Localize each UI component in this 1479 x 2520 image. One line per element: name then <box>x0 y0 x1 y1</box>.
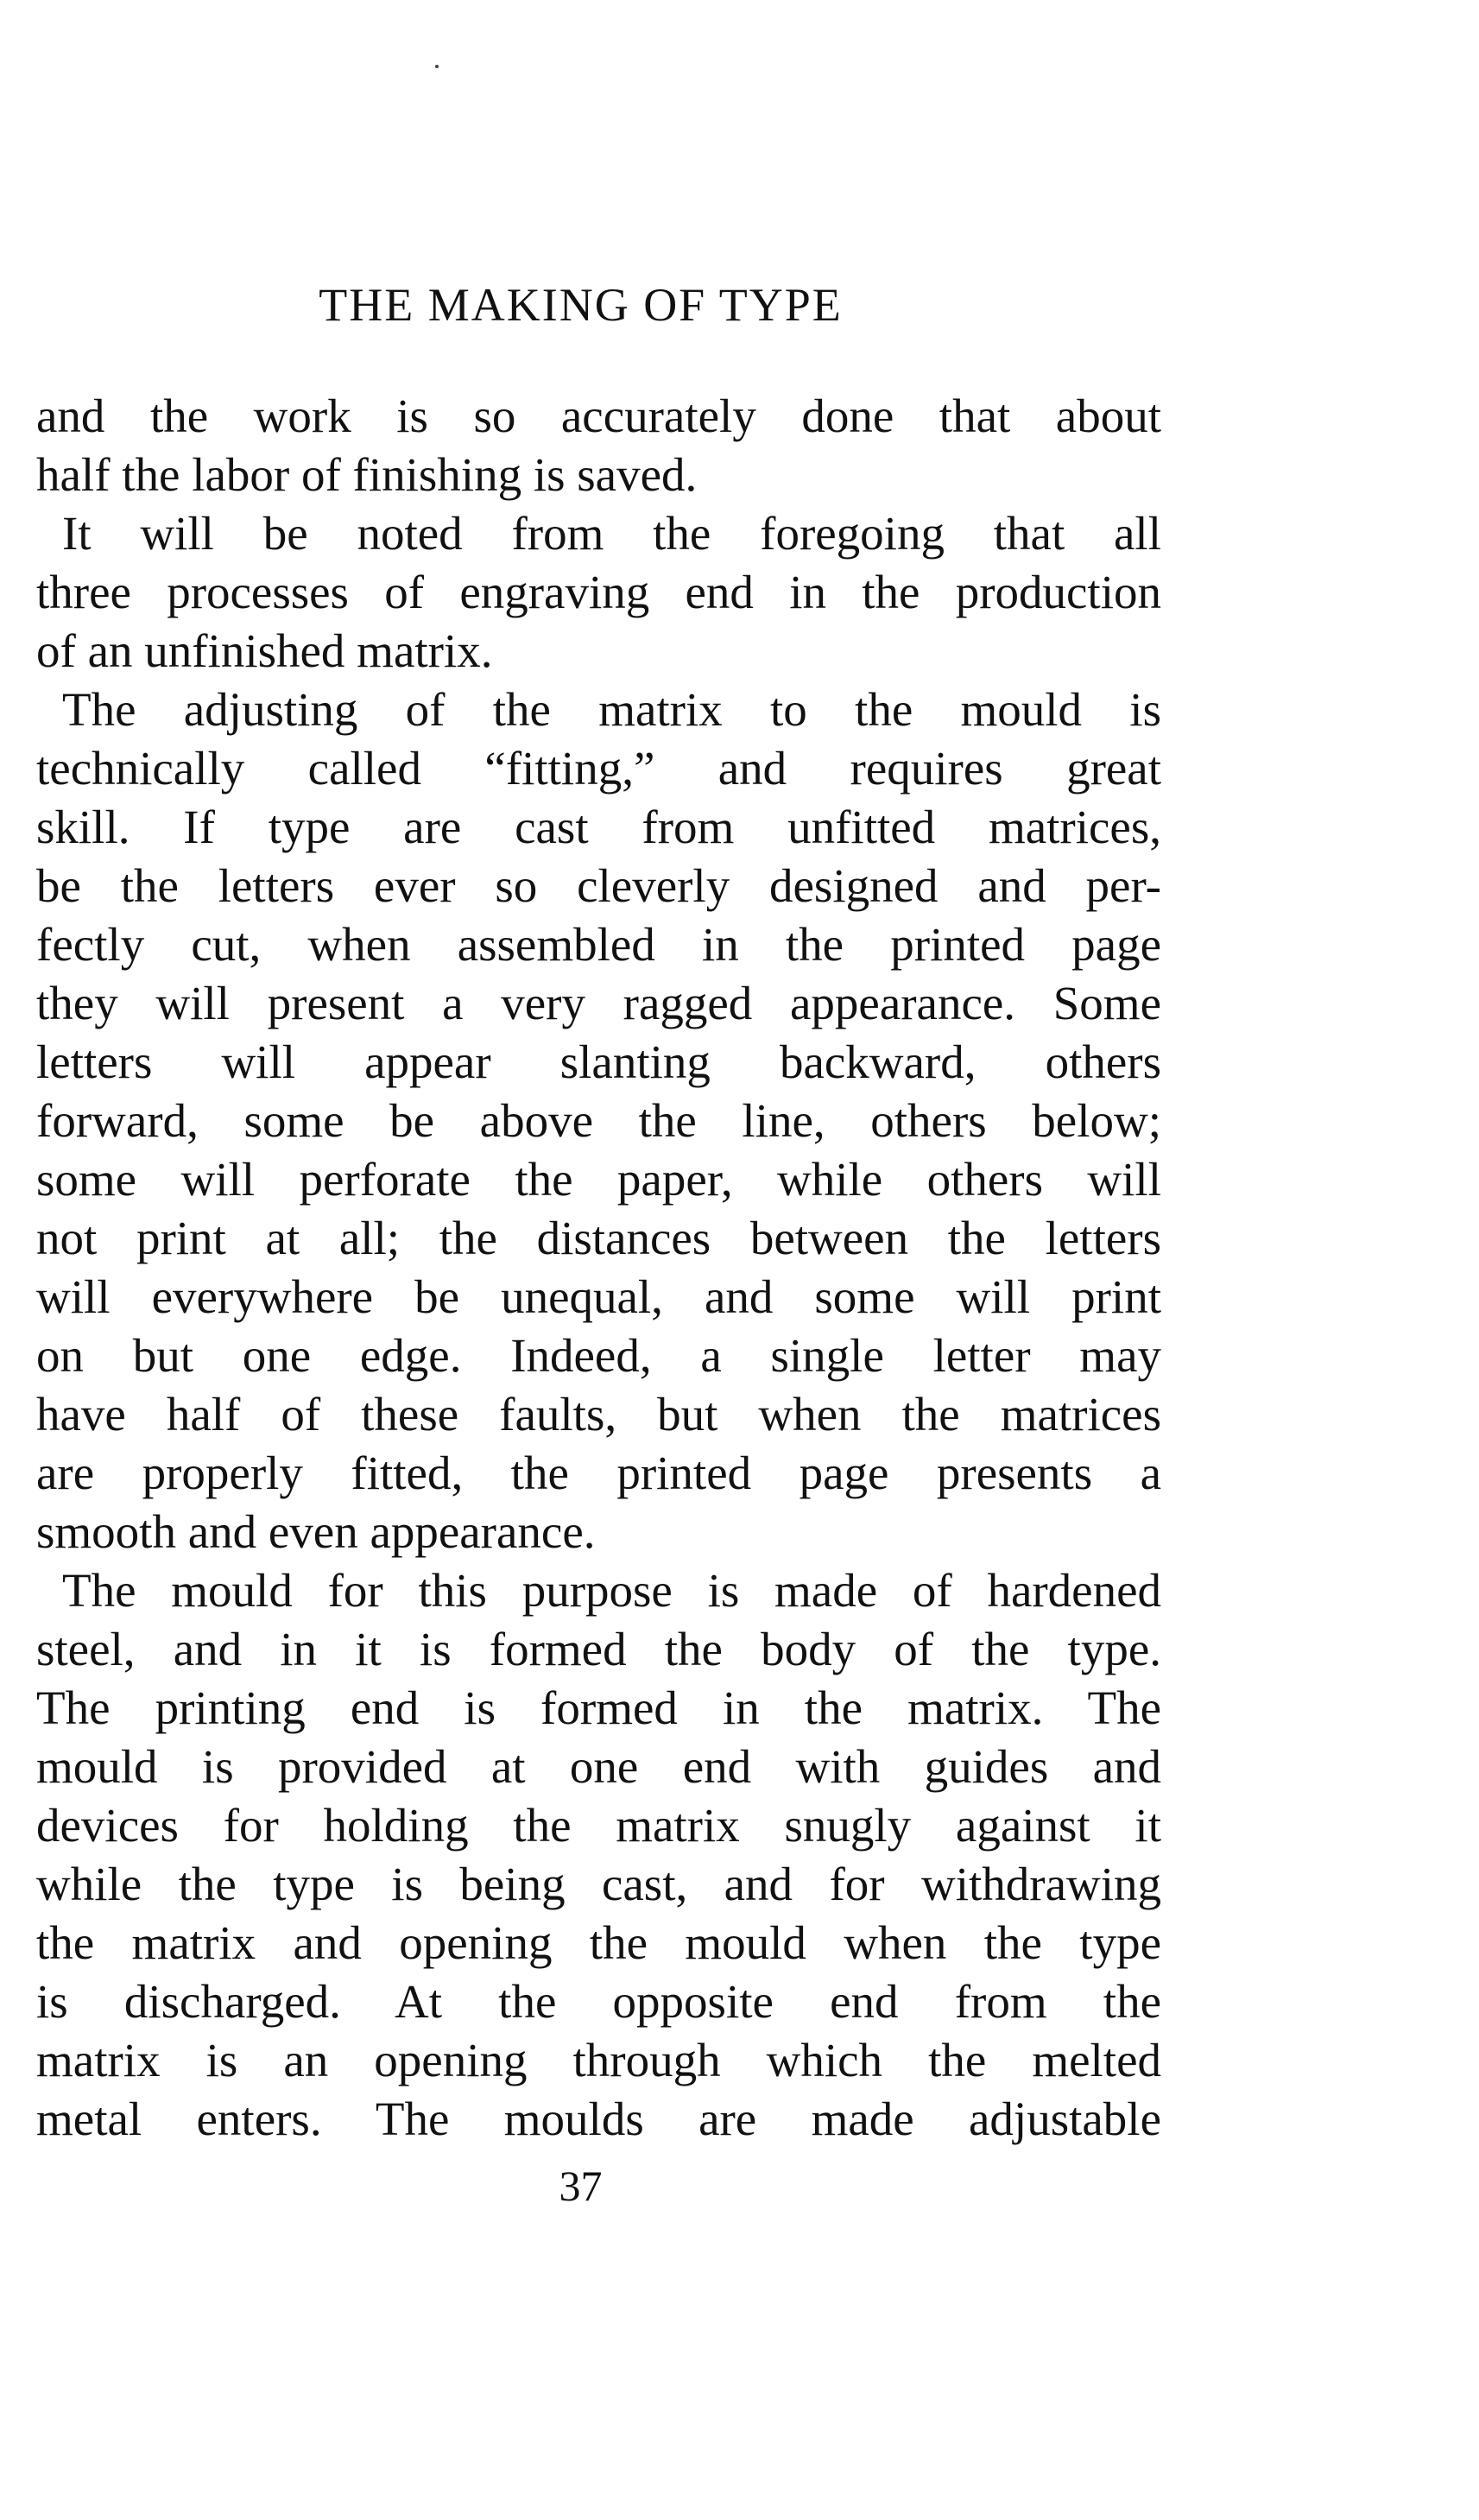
text-line: matrix is an opening through which the melted <box>36 2034 1161 2086</box>
text-line: The adjusting of the matrix to the mould is <box>62 683 1161 736</box>
page-number: 37 <box>559 2162 603 2210</box>
text-line: devices for holding the matrix snugly against it <box>36 1799 1161 1852</box>
text-line: technically called “fitting,” and requires great <box>36 742 1161 795</box>
text-line: It will be noted from the foregoing that all <box>62 507 1161 560</box>
text-line: they will present a very ragged appearance. Some <box>36 977 1161 1029</box>
body-text <box>36 387 1161 2149</box>
text-line: not print at all; the distances between the letters <box>36 1212 1161 1264</box>
running-header: THE MAKING OF TYPE <box>319 279 843 331</box>
text-line: on but one edge. Indeed, a single letter may <box>36 1329 1161 1382</box>
text-line: mould is provided at one end with guides and <box>36 1740 1161 1793</box>
text-line: metal enters. The moulds are made adjustable <box>36 2093 1161 2145</box>
text-line: are properly fitted, the printed page presents a <box>36 1447 1161 1499</box>
text-line: some will perforate the paper, while others will <box>36 1153 1161 1206</box>
text-line: be the letters ever so cleverly designed and per- <box>36 859 1161 912</box>
text-line: will everywhere be unequal, and some will print <box>36 1270 1161 1323</box>
text-line: have half of these faults, but when the matrices <box>36 1388 1161 1440</box>
text-line: three processes of engraving end in the production <box>36 566 1161 618</box>
text-line: steel, and in it is formed the body of the type. <box>36 1623 1161 1675</box>
text-line: The mould for this purpose is made of hardened <box>62 1564 1161 1617</box>
text-line: letters will appear slanting backward, others <box>36 1035 1161 1088</box>
text-line: while the type is being cast, and for withdrawing <box>36 1858 1161 1910</box>
text-line: the matrix and opening the mould when the type <box>36 1916 1161 1969</box>
text-line: of an unfinished matrix. <box>36 624 493 677</box>
text-line: and the work is so accurately done that about <box>36 389 1161 442</box>
text-line: half the labor of finishing is saved. <box>36 448 698 501</box>
text-line: forward, some be above the line, others below; <box>36 1094 1161 1147</box>
text-line: The printing end is formed in the matrix. The <box>36 1681 1161 1734</box>
text-line: is discharged. At the opposite end from the <box>36 1975 1161 2028</box>
text-line: smooth and even appearance. <box>36 1505 596 1558</box>
print-speck <box>435 65 439 68</box>
text-line: fectly cut, when assembled in the printed page <box>36 918 1161 971</box>
text-line: skill. If type are cast from unfitted matrices, <box>36 801 1161 853</box>
